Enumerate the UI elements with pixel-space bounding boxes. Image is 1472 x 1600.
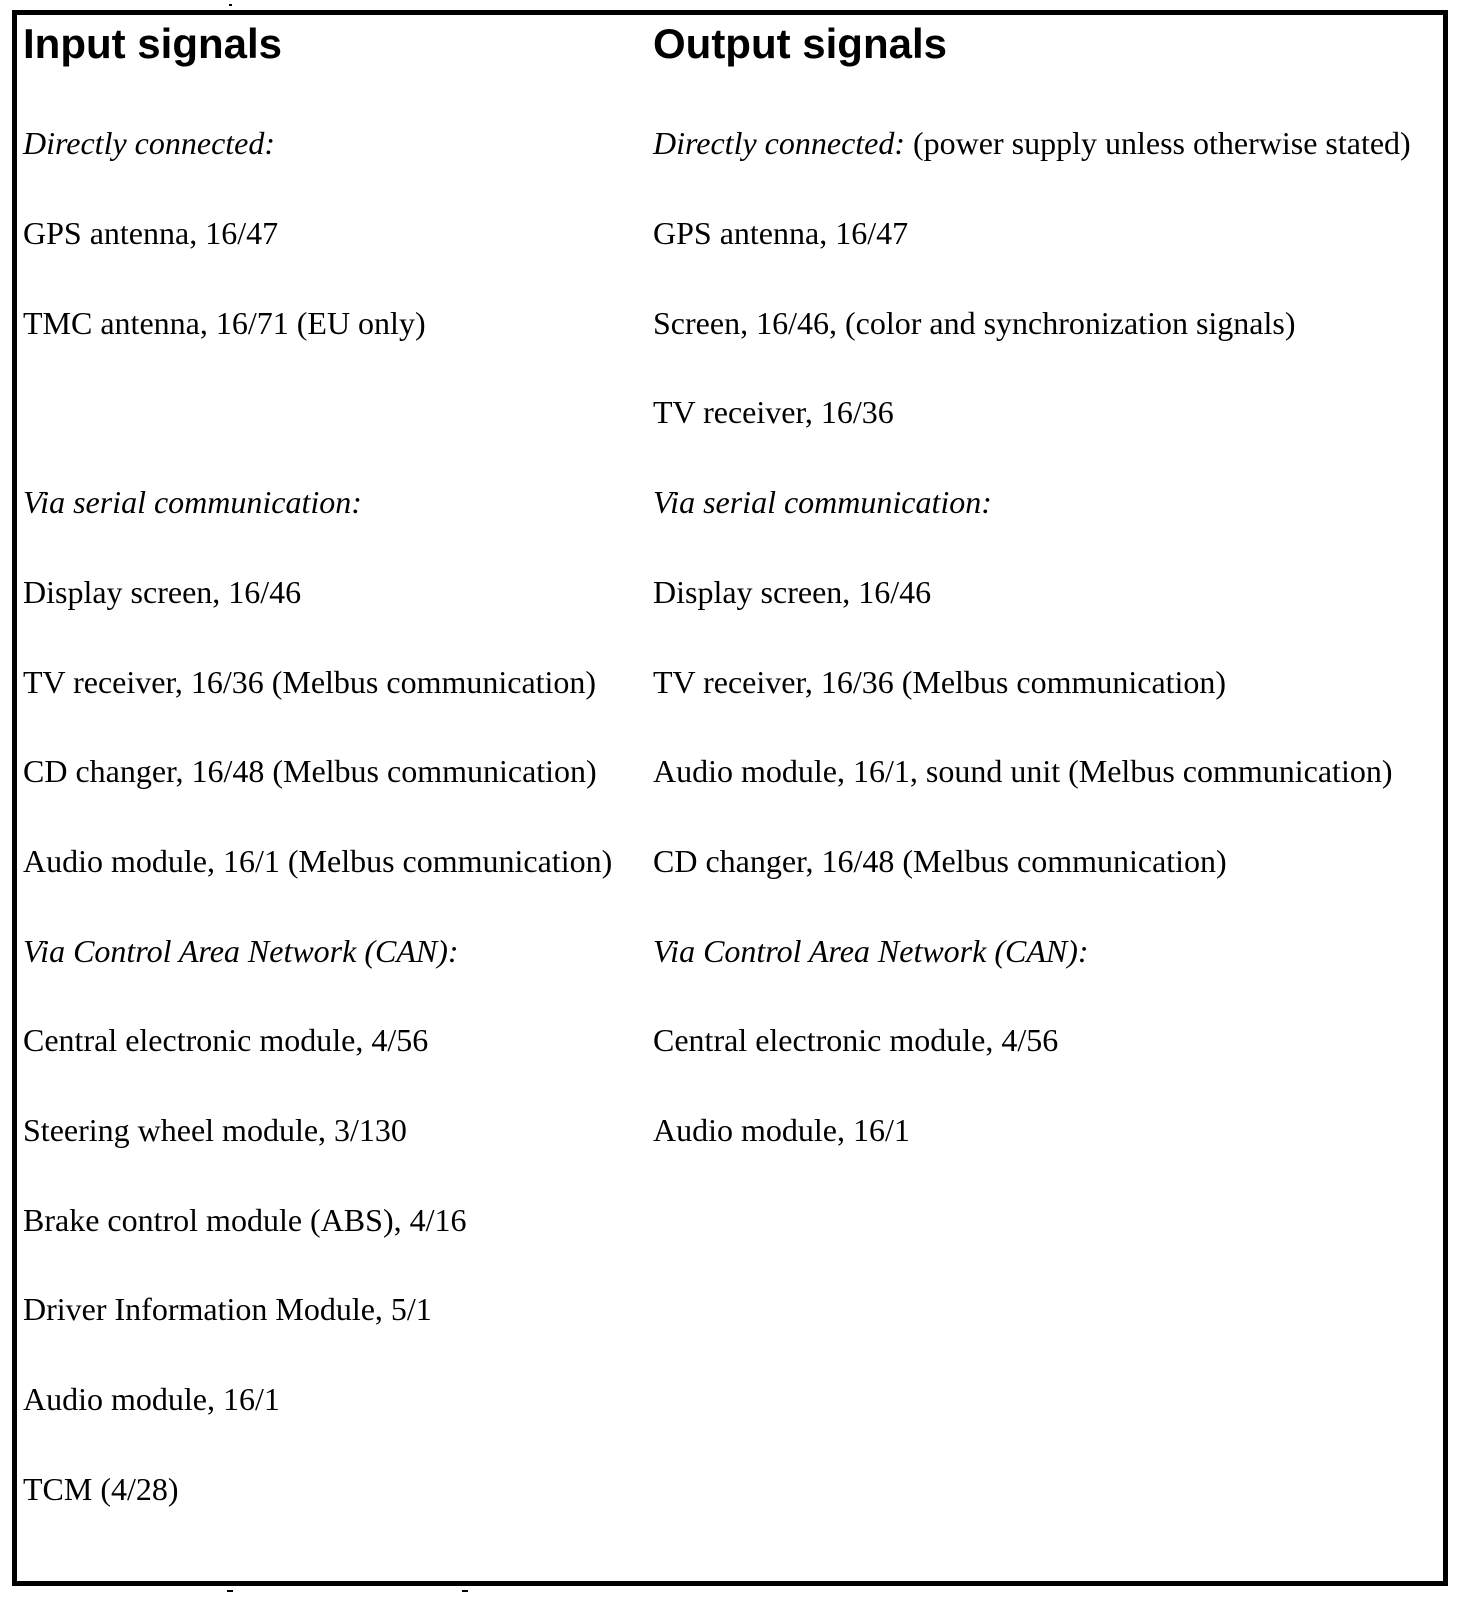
output-section-direct-note: (power supply unless otherwise stated) — [905, 125, 1411, 161]
input-item: Display screen, 16/46 — [23, 574, 302, 610]
input-item: Audio module, 16/1 (Melbus communication) — [23, 843, 613, 879]
output-signals-heading: Output signals — [653, 20, 947, 67]
input-item: TMC antenna, 16/71 (EU only) — [23, 305, 426, 341]
output-item: Central electronic module, 4/56 — [653, 1022, 1059, 1058]
scan-mark — [229, 4, 232, 6]
input-section-can-title: Via Control Area Network (CAN): — [23, 933, 459, 969]
input-item: Driver Information Module, 5/1 — [23, 1291, 432, 1327]
input-item: GPS antenna, 16/47 — [23, 215, 279, 251]
input-item: Brake control module (ABS), 4/16 — [23, 1202, 467, 1238]
input-section-serial-title: Via serial communication: — [23, 484, 362, 520]
output-item: CD changer, 16/48 (Melbus communication) — [653, 843, 1227, 879]
output-item: Audio module, 16/1, sound unit (Melbus communication) — [653, 753, 1393, 789]
input-item: Steering wheel module, 3/130 — [23, 1112, 407, 1148]
input-item: TV receiver, 16/36 (Melbus communication) — [23, 664, 597, 700]
output-section-can-title: Via Control Area Network (CAN): — [653, 933, 1089, 969]
output-item: TV receiver, 16/36 (Melbus communication) — [653, 664, 1227, 700]
signals-table-frame — [12, 10, 1448, 1586]
output-item: Display screen, 16/46 — [653, 574, 932, 610]
output-item: GPS antenna, 16/47 — [653, 215, 909, 251]
output-item: Screen, 16/46, (color and synchronization signals) — [653, 305, 1296, 341]
input-item: Audio module, 16/1 — [23, 1381, 280, 1417]
input-item: CD changer, 16/48 (Melbus communication) — [23, 753, 597, 789]
input-item: TCM (4/28) — [23, 1471, 179, 1507]
input-section-direct-title: Directly connected: — [23, 125, 276, 161]
output-item: Audio module, 16/1 — [653, 1112, 910, 1148]
scan-mark — [227, 1590, 233, 1592]
output-section-serial-title: Via serial communication: — [653, 484, 992, 520]
output-item: TV receiver, 16/36 — [653, 394, 894, 430]
input-item: Central electronic module, 4/56 — [23, 1022, 429, 1058]
output-section-direct-title: Directly connected: — [653, 125, 906, 161]
scan-mark — [462, 1590, 468, 1592]
input-signals-heading: Input signals — [23, 20, 283, 67]
output-section-direct-line — [653, 123, 1411, 163]
